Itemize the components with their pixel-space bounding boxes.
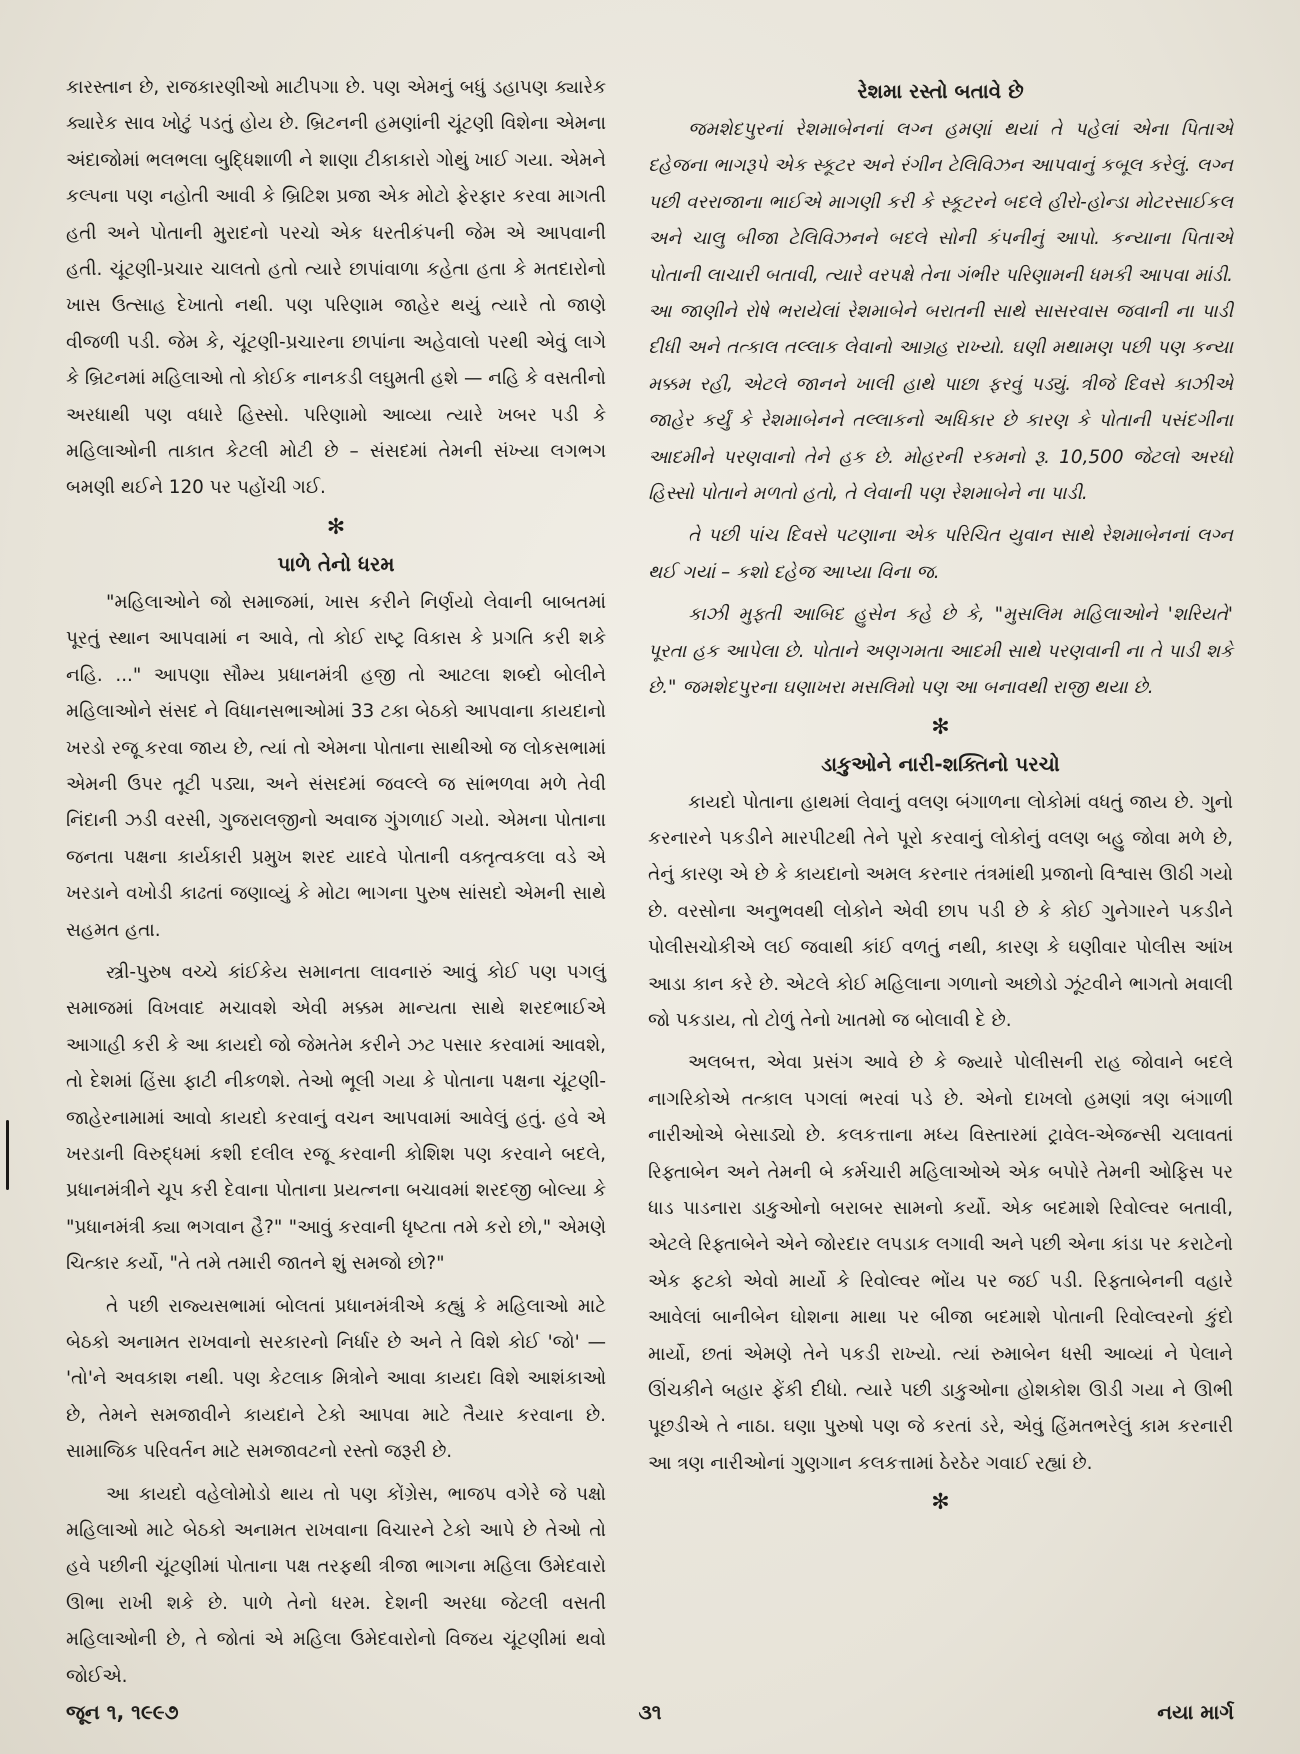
- left-paragraph-1: કારસ્તાન છે, રાજકારણીઓ માટીપગા છે. પણ એમનું બધું ડહાપણ ક્યારેક ક્યારેક સાવ ખોટું પડતું હોય છે. બ્રિટનની હમણાંની ચૂંટણી વિશેના એમના અંદાજોમાં ભલભલા બુદ્ધિશાળી ને શાણા ટીકાકારો ગોથું ખાઈ ગયા. એમને કલ્પના પણ નહોતી આવી કે બ્રિટિશ પ્રજા એક મોટો ફેરફાર કરવા માગતી હતી અને પોતાની મુરાદનો પરચો એક ધરતીકંપની જેમ એ આપવાની હતી. ચૂંટણી-પ્રચાર ચાલતો હતો ત્યારે છાપાંવાળા કહેતા હતા કે મતદારોનો ખાસ ઉત્સાહ દેખાતો નથી. પણ પરિણામ જાહેર થયું ત્યારે તો જાણે વીજળી પડી. જેમ કે, ચૂંટણી-પ્રચારના છાપાંના અહેવાલો પરથી એવું લાગે કે બ્રિટનમાં મહિલાઓ તો કોઈક નાનકડી લઘુમતી હશે — નહિ કે વસતીનો અરધાથી પણ વધારે હિસ્સો. પરિણામો આવ્યા ત્યારે ખબર પડી કે મહિલાઓની તાકાત કેટલી મોટી છે – સંસદમાં તેમની સંખ્યા લગભગ બમણી થઈને 120 પર પહોંચી ગઈ.: [66, 77, 606, 499]
- footer-page-number: ૩૧: [638, 1700, 662, 1724]
- footer-date: જૂન ૧, ૧૯૯૭: [66, 1700, 179, 1724]
- page-footer: [66, 1700, 1234, 1732]
- left-paragraph-3: સ્ત્રી-પુરુષ વચ્ચે કાંઈકેય સમાનતા લાવનારું આવું કોઈ પણ પગલું સમાજમાં વિખવાદ મચાવશે એવી મક્કમ માન્યતા સાથે શરદભાઈએ આગાહી કરી કે આ કાયદો જો જેમતેમ કરીને ઝટ પસાર કરવામાં આવશે, તો દેશમાં હિંસા ફાટી નીકળશે. તેઓ ભૂલી ગયા કે પોતાના પક્ષના ચૂંટણી-જાહેરનામામાં આવો કાયદો કરવાનું વચન આપવામાં આવેલું હતું. હવે એ ખરડાની વિરુદ્ધમાં કશી દલીલ રજૂ કરવાની કોશિશ પણ કરવાને બદલે, પ્રધાનમંત્રીને ચૂપ કરી દેવાના પોતાના પ્રયત્નના બચાવમાં શરદજી બોલ્યા કે "પ્રધાનમંત્રી ક્યા ભગવાન હૈ?" "આવું કરવાની ધૃષ્ટતા તમે કરો છો," એમણે ચિત્કાર કર્યો, "તે તમે તમારી જાતને શું સમજો છો?": [66, 961, 606, 1275]
- right-paragraph-3: કાઝી મુફ્તી આબિદ હુસેન કહે છે કે, "મુસલિમ મહિલાઓને 'શરિયતે' પૂરતા હક આપેલા છે. પોતાને અણગમતા આદમી સાથે પરણવાની ના તે પાડી શકે છે." જમશેદપુરના ઘણાખરા મસલિમો પણ આ બનાવથી રાજી થયા છે.: [648, 604, 1233, 699]
- section-divider-star: ✻: [326, 514, 346, 540]
- binding-mark: [6, 1120, 9, 1190]
- right-paragraph-2: તે પછી પાંચ દિવસે પટણાના એક પરિચિત યુવાન સાથે રેશમાબેનનાં લગ્ન થઈ ગયાં – કશો દહેજ આપ્યા વિના જ.: [648, 525, 1233, 583]
- section-heading-reshma: રેશમા રસ્તો બતાવે છે: [857, 79, 1024, 103]
- section-divider-star: ✻: [931, 714, 950, 740]
- right-paragraph-1: જમશેદપુરનાં રેશમાબેનનાં લગ્ન હમણાં થયાં તે પહેલાં એના પિતાએ દહેજના ભાગરૂપે એક સ્કૂટર અને રંગીન ટેલિવિઝન આપવાનું કબૂલ કરેલું. લગ્ન પછી વરરાજાના ભાઈએ માગણી કરી કે સ્કૂટરને બદલે હીરો-હોન્ડા મોટરસાઈકલ અને ચાલુ બીજા ટેલિવિઝનને બદલે સોની કંપનીનું આપો. કન્યાના પિતાએ પોતાની લાચારી બતાવી, ત્યારે વરપક્ષે તેના ગંભીર પરિણામની ધમકી આપવા માંડી. આ જાણીને રોષે ભરાયેલાં રેશમાબેને બરાતની સાથે સાસરવાસ જવાની ના પાડી દીધી અને તત્કાલ તલ્લાક લેવાનો આગ્રહ રાખ્યો. ઘણી મથામણ પછી પણ કન્યા મક્કમ રહી, એટલે જાનને ખાલી હાથે પાછા ફરવું પડ્યું. ત્રીજે દિવસે કાઝીએ જાહેર કર્યું કે રેશમાબેનને તલ્લાકનો અધિકાર છે કારણ કે પોતાની પસંદગીના આદમીને પરણવાનો તેને હક છે. મોહરની રકમનો રૂ. 10,500 જેટલો અરધો હિસ્સો પોતાને મળતો હતો, તે લેવાની પણ રેશમાબેને ના પાડી.: [648, 119, 1233, 505]
- right-column: [648, 70, 1233, 1520]
- right-paragraph-5: અલબત્ત, એવા પ્રસંગ આવે છે કે જ્યારે પોલીસની રાહ જોવાને બદલે નાગરિકોએ તત્કાલ પગલાં ભરવાં પડે છે. એનો દાખલો હમણાં ત્રણ બંગાળી નારીઓએ બેસાડ્યો છે. કલકત્તાના મધ્ય વિસ્તારમાં ટ્રાવેલ-એજન્સી ચલાવતાં રિફ્તાબેન અને તેમની બે કર્મચારી મહિલાઓએ એક બપોરે તેમની ઓફિસ પર ધાડ પાડનારા ડાકુઓનો બરાબર સામનો કર્યો. એક બદમાશે રિવોલ્વર બતાવી, એટલે રિફ્તાબેને એને જોરદાર લપડાક લગાવી અને પછી એના કાંડા પર કરાટેનો એક ફટકો એવો માર્યો કે રિવોલ્વર ભોંય પર જઈ પડી. રિફ્તાબેનની વહારે આવેલાં બાનીબેન ઘોશના માથા પર બીજા બદમાશે પોતાની રિવોલ્વરનો કુંદો માર્યો, છતાં એમણે તેને પકડી રાખ્યો. ત્યાં રુમાબેન ધસી આવ્યાં ને પેલાને ઊંચકીને બહાર ફેંકી દીધો. ત્યારે પછી ડાકુઓના હોશકોશ ઊડી ગયા ને ઊભી પૂછડીએ તે નાઠા. ઘણા પુરુષો પણ જે કરતાં ડરે, એવું હિંમતભરેલું કામ કરનારી આ ત્રણ નારીઓનાં ગુણગાન કલકત્તામાં ઠેરઠેર ગવાઈ રહ્યાં છે.: [648, 1052, 1233, 1474]
- left-column: [66, 70, 606, 1701]
- section-heading-dakuone: ડાકુઓને નારી-શક્તિનો પરચો: [821, 751, 1060, 776]
- section-end-star: ✻: [931, 1490, 950, 1516]
- footer-magazine-name: નયા માર્ગ: [1157, 1700, 1234, 1724]
- left-paragraph-4: તે પછી રાજ્યસભામાં બોલતાં પ્રધાનમંત્રીએ કહ્યું કે મહિલાઓ માટે બેઠકો અનામત રાખવાનો સરકારનો નિર્ધાર છે અને તે વિશે કોઈ 'જો' — 'તો'ને અવકાશ નથી. પણ કેટલાક મિત્રોને આવા કાયદા વિશે આશંકાઓ છે, તેમને સમજાવીને કાયદાને ટેકો આપવા માટે તૈયાર કરવાના છે. સામાજિક પરિવર્તન માટે સમજાવટનો રસ્તો જરૂરી છે.: [66, 1295, 606, 1463]
- section-heading-pale-teno-dharam: પાળે તેનો ધરમ: [277, 551, 395, 576]
- left-paragraph-5: આ કાયદો વહેલોમોડો થાય તો પણ કોંગ્રેસ, ભાજપ વગેરે જે પક્ષો મહિલાઓ માટે બેઠકો અનામત રાખવાના વિચારને ટેકો આપે છે તેઓ તો હવે પછીની ચૂંટણીમાં પોતાના પક્ષ તરફથી ત્રીજા ભાગના મહિલા ઉમેદવારો ઊભા રાખી શકે છે. પાળે તેનો ધરમ. દેશની અરધા જેટલી વસતી મહિલાઓની છે, તે જોતાં એ મહિલા ઉમેદવારોનો વિજય ચૂંટણીમાં થવો જોઈએ.: [66, 1483, 606, 1687]
- left-paragraph-2: "મહિલાઓને જો સમાજમાં, ખાસ કરીને નિર્ણયો લેવાની બાબતમાં પૂરતું સ્થાન આપવામાં ન આવે, તો કોઈ રાષ્ટ્ર વિકાસ કે પ્રગતિ કરી શકે નહિ. ..." આપણા સૌમ્ય પ્રધાનમંત્રી હજી તો આટલા શબ્દો બોલીને મહિલાઓને સંસદ ને વિધાનસભાઓમાં 33 ટકા બેઠકો આપવાના કાયદાનો ખરડો રજૂ કરવા જાય છે, ત્યાં તો એમના પોતાના સાથીઓ જ લોકસભામાં એમની ઉપર તૂટી પડ્યા, અને સંસદમાં જવલ્લે જ સાંભળવા મળે તેવી નિંદાની ઝડી વરસી, ગુજરાલજીનો અવાજ ગુંગળાઈ ગયો. એમના પોતાના જનતા પક્ષના કાર્યકારી પ્રમુખ શરદ યાદવે પોતાની વક્તૃત્વકલા વડે એ ખરડાને વખોડી કાઢતાં જણાવ્યું કે મોટા ભાગના પુરુષ સાંસદો એમની સાથે સહમત હતા.: [66, 591, 606, 941]
- right-paragraph-4: કાયદો પોતાના હાથમાં લેવાનું વલણ બંગાળના લોકોમાં વધતું જાય છે. ગુનો કરનારને પકડીને મારપીટથી તેને પૂરો કરવાનું લોકોનું વલણ બહુ જોવા મળે છે, તેનું કારણ એ છે કે કાયદાનો અમલ કરનાર તંત્રમાંથી પ્રજાનો વિશ્વાસ ઊઠી ગયો છે. વરસોના અનુભવથી લોકોને એવી છાપ પડી છે કે કોઈ ગુનેગારને પકડીને પોલીસચોકીએ લઈ જવાથી કાંઈ વળતું નથી, કારણ કે ઘણીવાર પોલીસ આંખ આડા કાન કરે છે. એટલે કોઈ મહિલાના ગળાનો અછોડો ઝૂંટવીને ભાગતો મવાલી જો પકડાય, તો ટોળું તેનો ખાતમો જ બોલાવી દે છે.: [648, 791, 1233, 1031]
